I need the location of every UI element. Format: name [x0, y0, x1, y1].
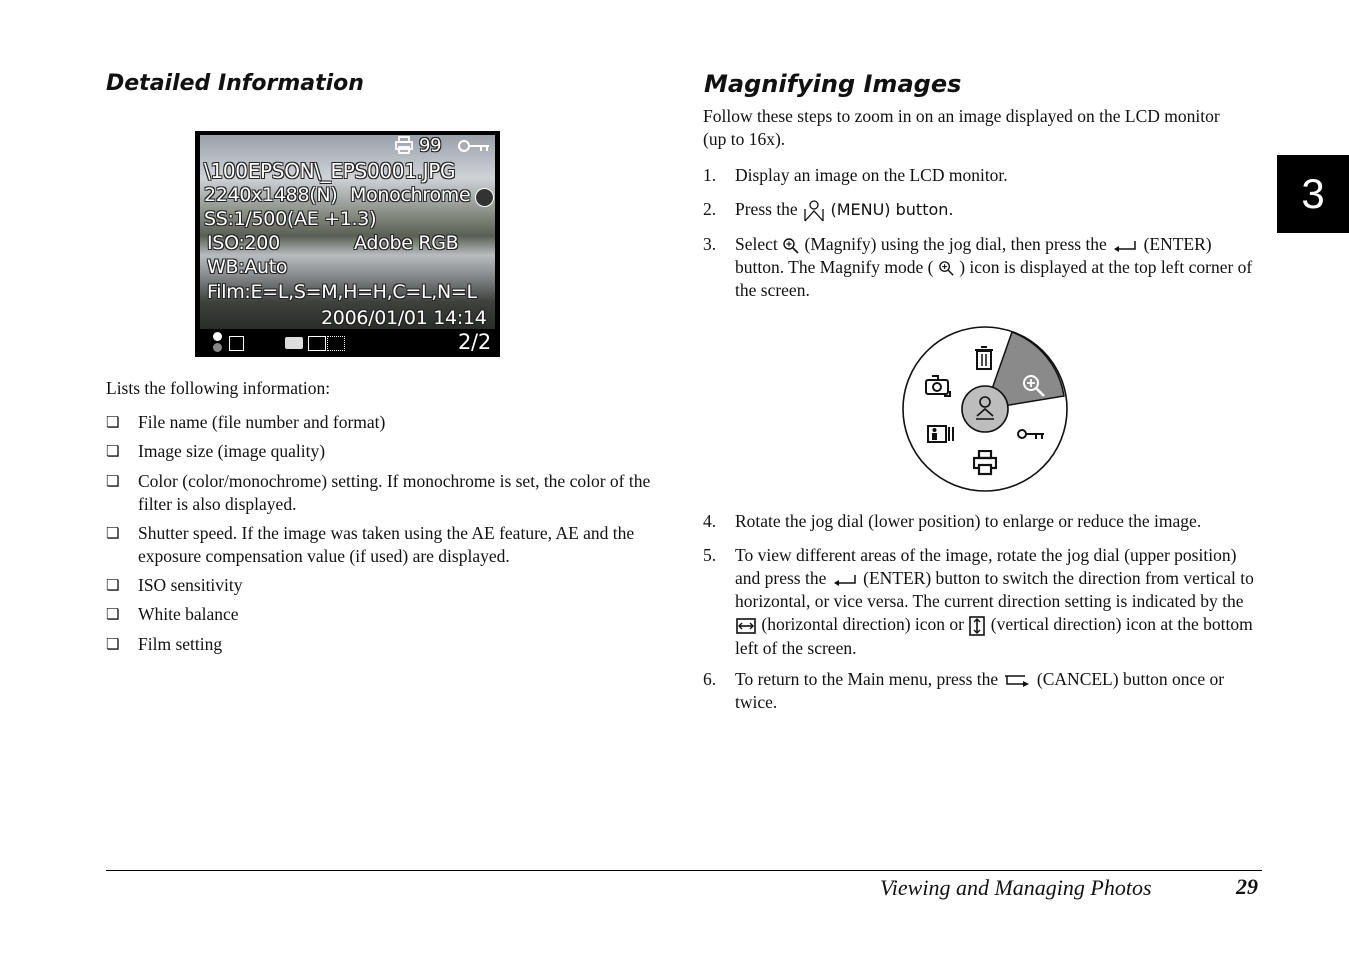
- magnify-steps: 1. Display an image on the LCD monitor. 2. Press the (MENU) button. 3. Select (Magnify) using the jog dial, then press the (ENTER) button. The Magnify mode ( ) icon is displayed at the top left corner of the screen. 4. Rotate the jog dial (lower position) to enlarge or reduce the image. 5. To view different areas of the image, rotate the jog dial (upper position) and press the (ENTER) button to switch the direction from vertical to horizontal, or vice versa. The current direction setting is indicated by the (horizontal direction) icon or (vertical direction) icon at the bottom left of the screen. 6. To return to the Main menu, press the (CANCEL) button once or twice.: [703, 165, 1254, 712]
- lcd-filter-color-dot: [475, 188, 494, 207]
- lists-intro: Lists the following information:: [106, 378, 331, 398]
- dial-magnify-icon: [1021, 373, 1047, 399]
- slideshow-icon: [927, 424, 955, 444]
- lcd-display-icon: [327, 336, 345, 351]
- enter-button-icon: [831, 573, 859, 587]
- lcd-film-setting: Film:E=L,S=M,H=H,C=L,N=L: [207, 281, 477, 303]
- lcd-color-mode: Monochrome: [350, 184, 471, 206]
- lcd-print-count: 99: [419, 135, 442, 156]
- checkbox-bullet-icon: ❏: [106, 524, 120, 542]
- magnify-mode-icon: [938, 260, 955, 277]
- print-dial-icon: [973, 450, 997, 476]
- checkbox-bullet-icon: ❏: [106, 605, 120, 623]
- lcd-frame-icon: [308, 336, 326, 351]
- section-heading-detailed-information: Detailed Information: [106, 71, 364, 96]
- page-number: 29: [1236, 874, 1258, 899]
- enter-button-icon: [1111, 239, 1139, 253]
- lcd-datetime: 2006/01/01 14:14: [321, 307, 487, 329]
- checkbox-bullet-icon: ❏: [106, 472, 120, 490]
- vertical-direction-icon: [968, 615, 986, 637]
- menu-button-icon: [802, 199, 826, 223]
- lcd-white-balance: WB:Auto: [207, 256, 288, 278]
- lcd-image-size: 2240x1488(N): [204, 184, 338, 206]
- chapter-tab: 3: [1277, 155, 1349, 233]
- lcd-shutter-speed: SS:1/500(AE +1.3): [204, 208, 377, 230]
- checkbox-bullet-icon: ❏: [106, 576, 120, 594]
- trash-icon: [973, 345, 995, 371]
- cancel-button-icon: [1003, 674, 1033, 688]
- lcd-color-space: Adobe RGB: [354, 232, 459, 254]
- magnify-icon: [782, 237, 800, 255]
- rotate-image-icon: [924, 374, 952, 398]
- lcd-jog-indicator: [213, 332, 223, 354]
- section-heading-magnifying-images: Magnifying Images: [704, 70, 962, 98]
- checkbox-bullet-icon: ❏: [106, 413, 120, 431]
- lcd-print-icon: [395, 136, 413, 159]
- magnify-intro: Follow these steps to zoom in on an image displayed on the LCD monitor (up to 16x).: [703, 106, 1220, 149]
- footer-chapter-title: Viewing and Managing Photos: [880, 875, 1152, 900]
- lcd-page-counter: 2/2: [458, 330, 491, 354]
- info-bullet-list: ❏ File name (file number and format) ❏ Image size (image quality) ❏ Color (color/monochrome) setting. If monochrome is set, the color of the filter is also displayed. ❏ Shutter speed. If the image was taken using the AE feature, AE and the exposure compensation value (if used) are displayed. ❏ ISO sensitivity ❏ White balance ❏ Film setting: [106, 412, 651, 654]
- footer-rule: [106, 870, 1262, 871]
- checkbox-bullet-icon: ❏: [106, 635, 120, 653]
- checkbox-bullet-icon: ❏: [106, 442, 120, 460]
- lcd-protect-key-icon: [457, 137, 491, 159]
- protect-key-icon: [1016, 427, 1046, 441]
- lcd-info-icon: [229, 336, 244, 351]
- horizontal-direction-icon: [735, 617, 757, 635]
- lcd-file-name: \100EPSON\_EPS0001.JPG: [204, 159, 456, 183]
- lcd-iso: ISO:200: [207, 232, 280, 254]
- lcd-screenshot: [195, 131, 500, 357]
- lcd-enter-icon: [285, 337, 303, 349]
